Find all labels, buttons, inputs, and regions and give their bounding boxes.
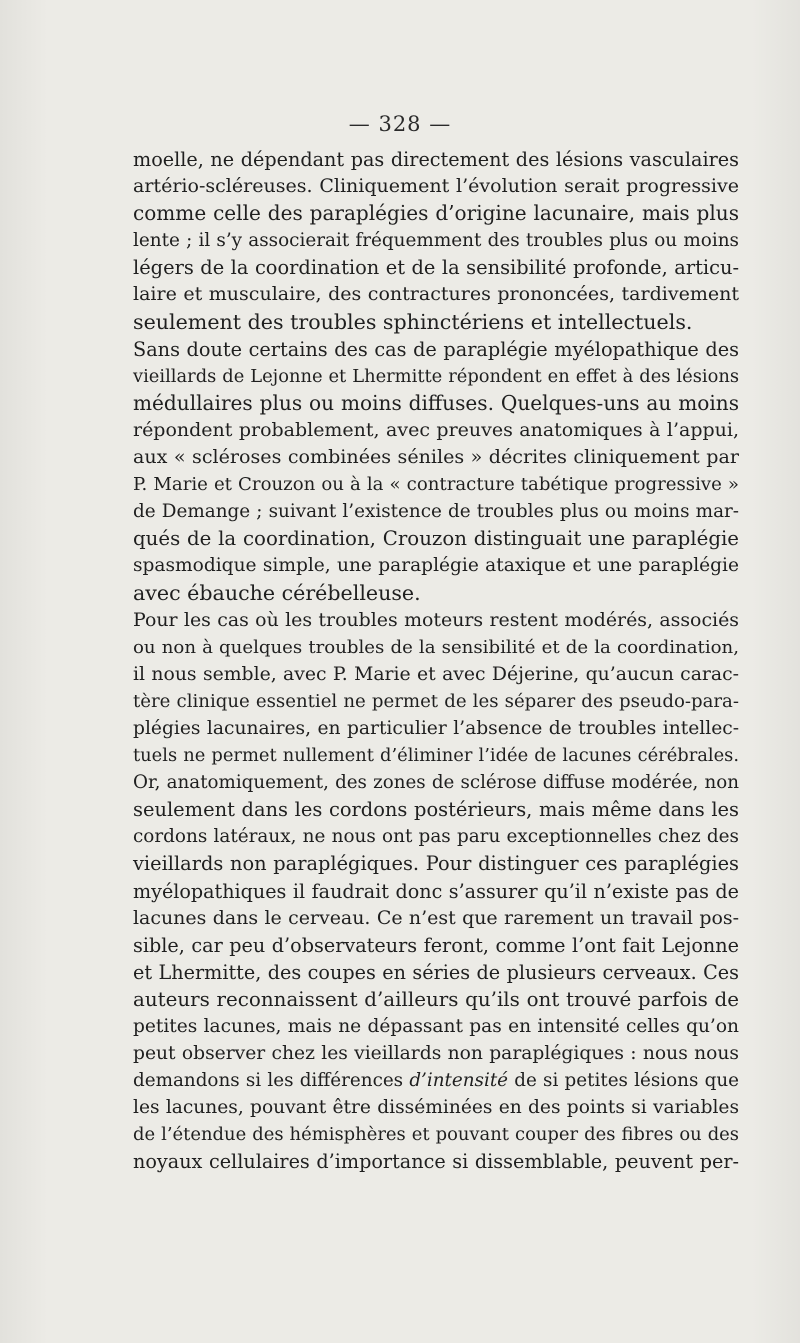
text-line: cordons latéraux, ne nous ont pas paru exceptionnelles chez des (133, 826, 739, 848)
text-line: plégies lacunaires, en particulier l’absence de troubles intellec- (133, 717, 739, 739)
text-line: spasmodique simple, une paraplégie ataxique et une paraplégie (133, 555, 739, 577)
emphasized-text: d’intensité (409, 1070, 509, 1092)
text-line: tère clinique essentiel ne permet de les séparer des pseudo-para- (133, 690, 739, 712)
text-line: répondent probablement, avec preuves anatomiques à l’appui, (133, 418, 739, 441)
text-segment: de si petites lésions que (508, 1070, 739, 1092)
text-line: et Lhermitte, des coupes en séries de plusieurs cerveaux. Ces (133, 960, 739, 984)
text-line: laire et musculaire, des contractures prononcées, tardivement (133, 283, 739, 306)
text-line: Or, anatomiquement, des zones de sclérose diffuse modérée, non (133, 772, 739, 794)
text-line: sible, car peu d’observateurs feront, comme l’ont fait Lejonne (133, 933, 739, 957)
text-line: comme celle des paraplégies d’origine lacunaire, mais plus (133, 201, 739, 226)
text-line: lente ; il s’y associerait fréquemment des troubles plus ou moins (133, 230, 739, 252)
body-text (133, 146, 739, 1176)
text-line: noyaux cellulaires d’importance si dissemblable, peuvent per- (133, 1150, 739, 1174)
text-line: aux « scléroses combinées séniles » décrites cliniquement par (133, 446, 739, 469)
text-line: les lacunes, pouvant être disséminées en des points si variables (133, 1097, 739, 1119)
text-line: ou non à quelques troubles de la sensibilité et de la coordination, (133, 636, 739, 658)
text-line: P. Marie et Crouzon ou à la « contracture tabétique progressive » (133, 474, 739, 496)
text-line: moelle, ne dépendant pas directement des lésions vasculaires (133, 148, 739, 171)
page-number: — 328 — (348, 112, 452, 136)
text-line: médullaires plus ou moins diffuses. Quelques-uns au moins (133, 390, 739, 415)
paragraph-1 (133, 146, 739, 336)
text-line: seulement dans les cordons postérieurs, mais même dans les (133, 798, 739, 822)
text-line: seulement des troubles sphinctériens et intellectuels. (133, 309, 693, 334)
text-line: légers de la coordination et de la sensibilité profonde, articu- (133, 256, 739, 280)
text-line: de l’étendue des hémisphères et pouvant couper des fibres ou des (133, 1124, 739, 1146)
text-line: de Demange ; suivant l’existence de troubles plus ou moins mar- (133, 501, 739, 523)
text-line: vieillards non paraplégiques. Pour distinguer ces paraplégies (133, 852, 739, 876)
text-line: il nous semble, avec P. Marie et avec Déjerine, qu’aucun carac- (133, 663, 739, 685)
text-line: avec ébauche cérébelleuse. (133, 580, 421, 605)
text-line-with-emphasis (133, 1067, 739, 1094)
text-line: vieillards de Lejonne et Lhermitte répondent en effet à des lésions (133, 365, 739, 387)
text-line: Pour les cas où les troubles moteurs restent modérés, associés (133, 608, 739, 631)
text-line: lacunes dans le cerveau. Ce n’est que rarement un travail pos- (133, 906, 739, 929)
text-line: myélopathiques il faudrait donc s’assurer qu’il n’existe pas de (133, 879, 739, 903)
text-line: artério-scléreuses. Cliniquement l’évolution serait progressive (133, 175, 739, 198)
text-line: qués de la coordination, Crouzon distinguait une paraplégie (133, 527, 739, 551)
paragraph-3 (133, 607, 739, 1176)
text-line: peut observer chez les vieillards non paraplégiques : nous nous (133, 1043, 739, 1065)
text-line: tuels ne permet nullement d’éliminer l’idée de lacunes cérébrales. (133, 745, 739, 767)
text-line: petites lacunes, mais ne dépassant pas en intensité celles qu’on (133, 1016, 739, 1037)
paragraph-2 (133, 336, 739, 607)
text-segment: demandons si les différences (133, 1070, 410, 1092)
text-line: auteurs reconnaissent d’ailleurs qu’ils ont trouvé parfois de (133, 987, 739, 1011)
text-line: Sans doute certains des cas de paraplégie myélopathique des (133, 337, 739, 361)
